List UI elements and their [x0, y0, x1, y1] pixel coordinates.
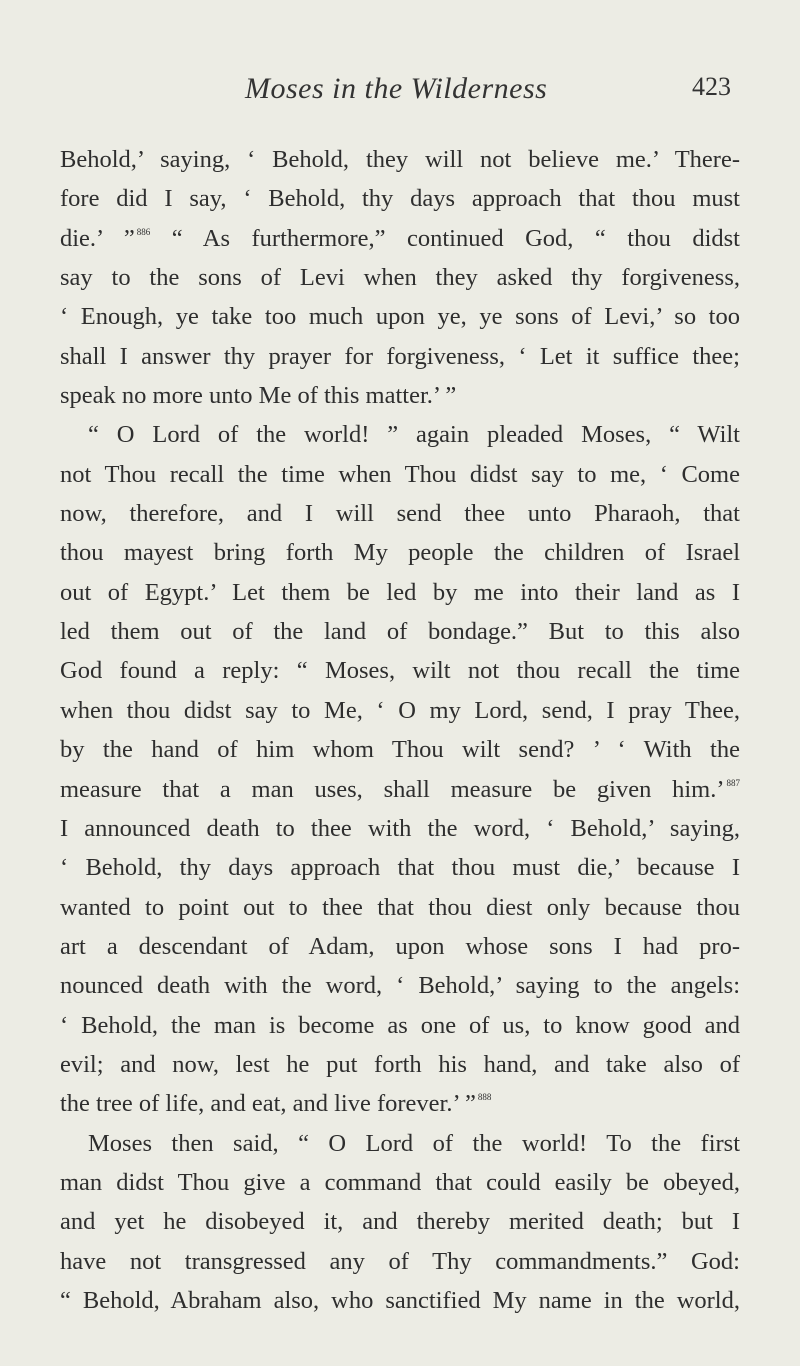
text-line: ‘ Behold, thy days approach that thou must die,’ because I — [60, 854, 740, 882]
footnote-marker: 887 — [726, 777, 740, 788]
text-line: evil; and now, lest he put forth his hand, and take also of — [60, 1050, 740, 1078]
text-line: now, therefore, and I will send thee unto Pharaoh, that — [60, 500, 740, 528]
text-line: art a descendant of Adam, upon whose sons I had pro- — [60, 932, 740, 960]
text-line: say to the sons of Levi when they asked thy forgiveness, — [60, 264, 740, 292]
text-line: “ Behold, Abraham also, who sanctified My name in the world, — [60, 1286, 740, 1314]
text-line: wanted to point out to thee that thou diest only because thou — [60, 893, 740, 921]
text-line: have not transgressed any of Thy commandments.” God: — [60, 1247, 740, 1275]
text-line: thou mayest bring forth My people the children of Israel — [60, 539, 740, 567]
text-line: Moses then said, “ O Lord of the world! To the first — [88, 1129, 740, 1157]
text-line: speak no more unto Me of this matter.’ ” — [60, 382, 457, 410]
text-line: when thou didst say to Me, ‘ O my Lord, send, I pray Thee, — [60, 696, 740, 724]
text-line: shall I answer thy prayer for forgiveness, ‘ Let it suffice thee; — [60, 342, 740, 370]
text-line: led them out of the land of bondage.” But to this also — [60, 618, 740, 646]
text-line: ‘ Behold, the man is become as one of us, to know good and — [60, 1011, 740, 1039]
footnote-marker: 886 — [136, 226, 151, 237]
text-line: measure that a man uses, shall measure be given him.’ $^{887}$ — [60, 775, 740, 803]
body-text — [60, 140, 740, 1320]
running-title: Moses in the Wilderness — [245, 72, 548, 105]
text-line: “ O Lord of the world! ” again pleaded Moses, “ Wilt — [88, 421, 740, 449]
text-line: the tree of life, and eat, and live forever.’ ” $^{888}$ — [60, 1090, 492, 1118]
footnote-marker: 888 — [477, 1092, 492, 1103]
text-line: Behold,’ saying, ‘ Behold, they will not believe me.’ There- — [60, 146, 740, 173]
text-line: by the hand of him whom Thou wilt send? ’ ‘ With the — [60, 736, 740, 764]
page-header — [0, 72, 800, 112]
text-line: and yet he disobeyed it, and thereby merited death; but I — [60, 1208, 740, 1236]
text-line: I announced death to thee with the word, ‘ Behold,’ saying, — [60, 814, 740, 842]
text-line: die.’ ” $^{886}$ “ As furthermore,” continued God, “ thou didst — [60, 224, 740, 252]
text-line: nounced death with the word, ‘ Behold,’ saying to the angels: — [60, 972, 740, 1000]
text-line: ‘ Enough, ye take too much upon ye, ye sons of Levi,’ so too — [60, 303, 740, 331]
text-line: not Thou recall the time when Thou didst say to me, ‘ Come — [60, 460, 740, 488]
page-number: 423 — [692, 72, 731, 101]
text-line: out of Egypt.’ Let them be led by me into their land as I — [60, 578, 740, 606]
text-line: fore did I say, ‘ Behold, thy days approach that thou must — [60, 185, 740, 213]
text-line: man didst Thou give a command that could easily be obeyed, — [60, 1168, 740, 1196]
text-line: God found a reply: “ Moses, wilt not thou recall the time — [60, 657, 740, 685]
